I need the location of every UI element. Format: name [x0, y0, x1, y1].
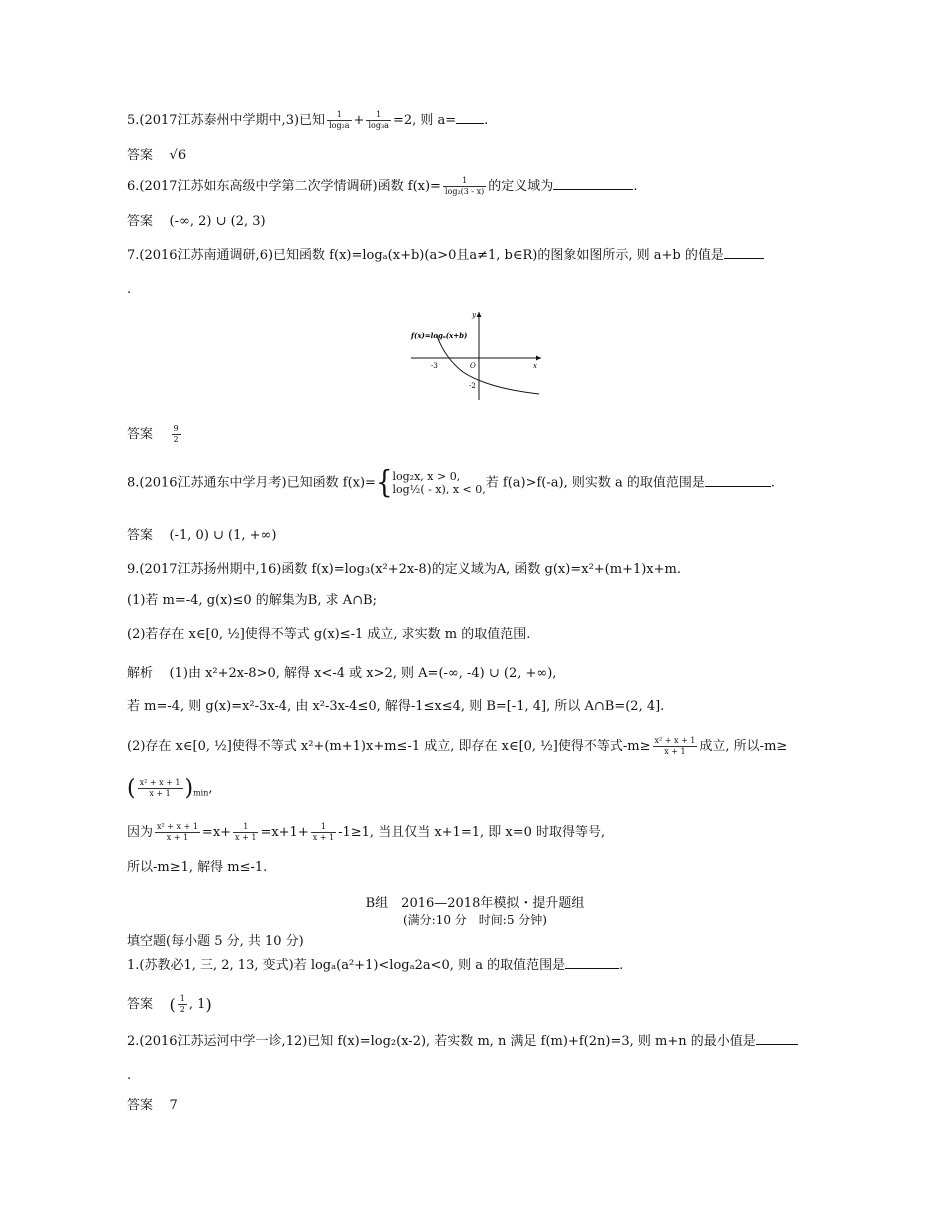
solution-text: (1)由 x²+2x-8>0, 解得 x<-4 或 x>2, 则 A=(-∞, -4) ∪ (2, +∞),	[169, 666, 557, 681]
x-tick-label: -3	[431, 362, 438, 370]
section-subtitle: (满分:10 分 时间:5 分钟)	[403, 913, 547, 927]
comma: ,	[208, 781, 213, 796]
left-paren: (	[169, 994, 176, 1014]
interval: [0, ½]	[192, 739, 232, 754]
sol3-text-a: (2)存在 x∈	[127, 739, 193, 754]
q9p2-text-b: 使得不等式 g(x)≤-1 成立, 求实数 m 的取值范围.	[244, 627, 531, 642]
answer-right: , 1	[188, 997, 206, 1012]
q9-number: 9.	[127, 562, 140, 577]
log-curve	[437, 336, 539, 394]
q8-number: 8.	[127, 475, 140, 491]
answer-blank	[553, 177, 633, 190]
b2-period: .	[127, 1068, 132, 1083]
solution-line-6: 所以-m≥1, 解得 m≤-1.	[127, 860, 268, 875]
answer-blank	[705, 474, 771, 487]
piecewise-cases	[393, 470, 486, 496]
q5-text-a: 已知	[299, 113, 326, 128]
answer-blank	[565, 956, 619, 969]
answer-value: √6	[169, 148, 187, 163]
answer-fraction: $\frac{9}{2}$	[173, 424, 179, 444]
sol5-text-a: 因为	[127, 825, 154, 840]
y-axis-label: y	[472, 311, 476, 319]
q9-part-1: (1)若 m=-4, g(x)≤0 的解集为B, 求 A∩B;	[127, 593, 377, 608]
solution-line-4	[127, 775, 213, 802]
answer-b2	[127, 1098, 178, 1114]
answer-label: 答案	[127, 148, 154, 163]
sol5-text-b: =x+	[201, 825, 232, 840]
left-paren: (	[127, 775, 136, 801]
q8-source: (2016江苏通东中学月考)	[139, 475, 287, 491]
q9-text: 函数 f(x)=log₃(x²+2x-8)的定义域为A, 函数 g(x)=x²+(m+1)x+m.	[281, 562, 681, 577]
case-2: log½( - x), x < 0,	[392, 483, 486, 496]
period: .	[484, 113, 489, 128]
sol3-text-b: 使得不等式 x²+(m+1)x+m≤-1 成立, 即存在 x∈	[231, 739, 519, 754]
q6-fraction: $\frac{1}{\text{log₂(3 - x)}}$	[444, 176, 485, 196]
question-5	[127, 110, 488, 131]
q5-source: (2017江苏泰州中学期中,3)	[139, 113, 300, 128]
subscript-min: min	[193, 788, 209, 798]
sol5-fraction-3: $\frac{1}{x + 1}$	[312, 822, 335, 842]
question-7	[127, 246, 764, 264]
right-paren: )	[205, 994, 212, 1014]
answer-5	[127, 148, 186, 164]
q5-text-b: =2, 则 a=	[392, 113, 457, 128]
sol3-text-c: 使得不等式-m≥	[557, 739, 651, 754]
sol3-text-d: 成立, 所以-m≥	[699, 739, 788, 754]
answer-label: 答案	[127, 997, 154, 1012]
question-b1	[127, 956, 623, 974]
right-paren: )	[184, 775, 194, 801]
q7-period: .	[127, 282, 132, 297]
plus-sign: +	[353, 113, 365, 128]
sol5-fraction-1: $\frac{\text{x² + x + 1}}{x + 1}$	[157, 822, 198, 842]
origin-label: O	[470, 362, 476, 370]
x-axis-label: x	[533, 362, 537, 370]
answer-label: 答案	[127, 1098, 154, 1113]
interval: [0, ½]	[205, 627, 245, 642]
q7-source: (2016江苏南通调研,6)	[139, 248, 274, 263]
solution-line-3	[127, 736, 787, 757]
answer-7	[127, 424, 183, 445]
q6-text-b: 的定义域为	[488, 179, 554, 194]
q8-text-a: 已知函数 f(x)=	[286, 475, 376, 491]
question-b2	[127, 1032, 798, 1050]
answer-label: 答案	[127, 427, 154, 442]
q7-number: 7.	[127, 248, 140, 263]
q8-text-b: 若 f(a)>f(-a), 则实数 a 的取值范围是	[485, 475, 705, 491]
q5-fraction-1: $\frac{1}{\text{log₂a}}$	[329, 110, 350, 130]
answer-value: (-∞, 2) ∪ (2, 3)	[169, 214, 266, 229]
answer-label: 答案	[127, 528, 154, 543]
x-axis-arrow	[536, 356, 541, 361]
log-function-graph	[407, 308, 547, 404]
period: .	[633, 179, 638, 194]
sol5-text-d: -1≥1, 当且仅当 x+1=1, 即 x=0 时取得等号,	[338, 825, 606, 840]
period: .	[619, 958, 624, 973]
solution-line-2: 若 m=-4, 则 g(x)=x²-3x-4, 由 x²-3x-4≤0, 解得-1≤x≤4, 则 B=[-1, 4], 所以 A∩B=(2, 4].	[127, 699, 665, 714]
q9p2-text-a: (2)若存在 x∈	[127, 627, 206, 642]
q6-text-a: 函数 f(x)=	[377, 179, 441, 194]
answer-fraction: $\frac{1}{2}$	[179, 994, 185, 1014]
y-axis-arrow	[477, 312, 482, 317]
question-6	[127, 176, 637, 197]
q6-number: 6.	[127, 179, 140, 194]
answer-value: (-1, 0) ∪ (1, +∞)	[169, 528, 277, 543]
answer-8	[127, 528, 276, 544]
b1-text: 1.(苏教必1, 三, 2, 13, 变式)若 logₐ(a²+1)<logₐ2a<0, 则 a 的取值范围是	[127, 958, 566, 973]
answer-label: 答案	[127, 214, 154, 229]
answer-value: 7	[169, 1098, 178, 1113]
q7-text: 已知函数 f(x)=logₐ(x+b)(a>0且a≠1, b∈R)的图象如图所示, 则 a+b 的值是	[273, 248, 724, 263]
question-8	[127, 465, 775, 501]
q9-source: (2017江苏扬州期中,16)	[139, 562, 282, 577]
sol3-fraction: $\frac{\text{x² + x + 1}}{x + 1}$	[654, 736, 696, 756]
answer-b1	[127, 994, 212, 1015]
left-brace: {	[375, 465, 393, 501]
sol5-text-c: =x+1+	[260, 825, 309, 840]
q5-fraction-2: $\frac{1}{\text{log₃a}}$	[368, 110, 389, 130]
b2-text: 2.(2016江苏运河中学一诊,12)已知 f(x)=log₂(x-2), 若实数 m, n 满足 f(m)+f(2n)=3, 则 m+n 的最小值是	[127, 1034, 756, 1049]
sol4-fraction: $\frac{\text{x² + x + 1}}{x + 1}$	[139, 778, 181, 798]
solution-label: 解析	[127, 666, 154, 681]
graph-svg	[407, 308, 547, 404]
section-title: B组 2016—2018年模拟・提升题组	[365, 896, 585, 911]
solution-line-1	[127, 666, 556, 682]
question-9	[127, 562, 681, 578]
y-tick-label: -2	[469, 382, 476, 390]
interval: [0, ½]	[518, 739, 558, 754]
case-1: log₂x, x > 0,	[392, 470, 461, 483]
q6-source: (2017江苏如东高级中学第二次学情调研)	[139, 179, 378, 194]
q9-part-2	[127, 627, 530, 643]
period: .	[770, 475, 775, 491]
fill-in-header: 填空题(每小题 5 分, 共 10 分)	[127, 934, 304, 949]
answer-6	[127, 214, 266, 230]
function-label: f(x)=logₐ(x+b)	[411, 331, 468, 340]
sol5-fraction-2: $\frac{1}{x + 1}$	[235, 822, 257, 842]
answer-blank	[724, 246, 764, 259]
q5-number: 5.	[127, 113, 140, 128]
solution-line-5	[127, 822, 605, 843]
answer-blank	[456, 111, 484, 124]
answer-blank	[756, 1032, 798, 1045]
